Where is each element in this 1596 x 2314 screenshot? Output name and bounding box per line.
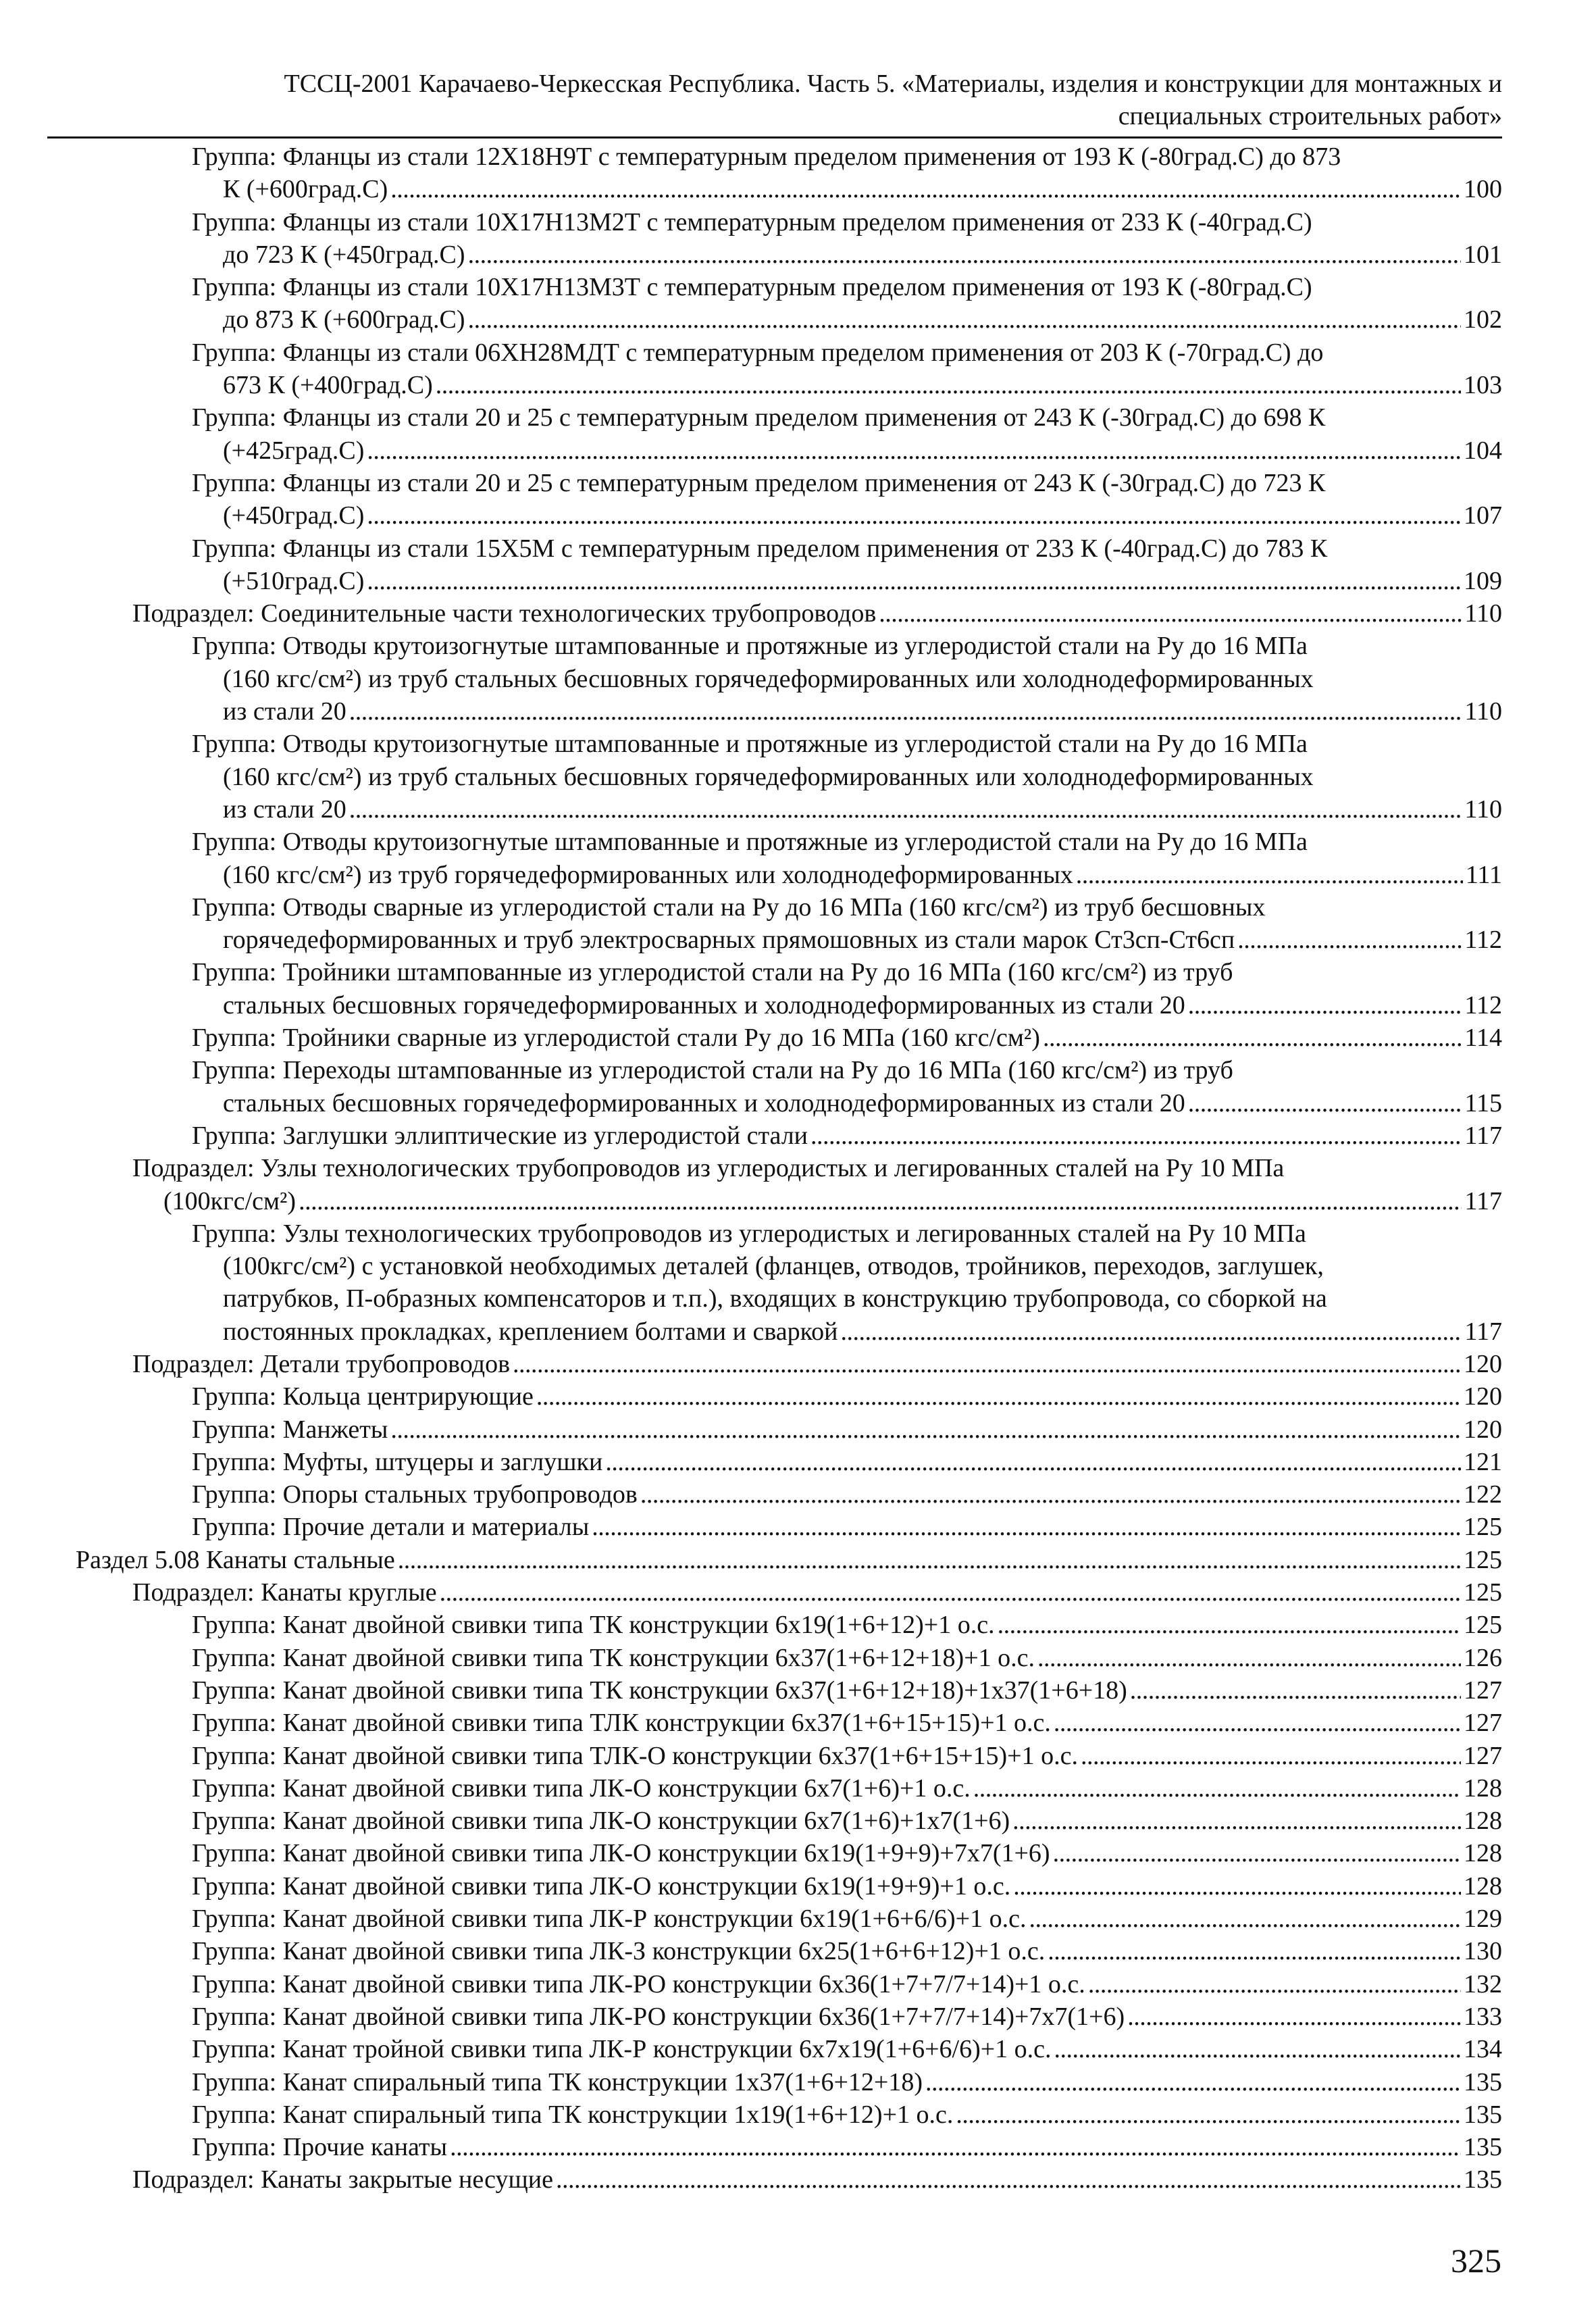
toc-page-number: 114: [1464, 1024, 1502, 1053]
dot-leader: [998, 1609, 1461, 1641]
toc-entry-body: [192, 1022, 1502, 1054]
toc-entry-leader-row: [192, 1968, 1502, 2001]
toc-entry-line: Группа: Фланцы из стали 20 и 25 с температурным пределом применения от 243 К (-30град.С) до 698 К: [192, 403, 1326, 432]
toc-entry-title: Подраздел: Канаты закрытые несущие: [132, 2165, 554, 2194]
toc-entry: [0, 1511, 1596, 1543]
running-header: [101, 68, 1502, 132]
toc-entry-line: Группа: Фланцы из стали 10Х17Н13М3Т с температурным пределом применения от 193 К (-80град.С): [192, 273, 1312, 302]
toc-entry-title: (+425град.С): [223, 436, 365, 465]
dot-leader: [1088, 1968, 1461, 2001]
dot-leader: [1188, 1087, 1462, 1120]
dot-leader: [1013, 1870, 1461, 1903]
toc-entry-leader-row: [192, 1903, 1502, 1935]
toc-entry-leader-row: [132, 2163, 1502, 2196]
toc-entry-body: [192, 2066, 1502, 2098]
toc-entry-leader-row: [192, 1511, 1502, 1543]
toc-entry: [0, 956, 1596, 1022]
toc-entry-line: Подраздел: Узлы технологических трубопроводов из углеродистых и легированных сталей на Ру 10 МПа: [132, 1154, 1285, 1183]
toc-entry: [0, 1022, 1596, 1054]
toc-entry: [0, 1740, 1596, 1772]
toc-entry-line: Группа: Отводы крутоизогнутые штампованные и протяжные из углеродистой стали на Ру до 16 МПа: [192, 828, 1308, 857]
toc-entry-title: Группа: Канат двойной свивки типа ЛК-О конструкции 6х19(1+9+9)+1 о.с.: [192, 1871, 1011, 1901]
toc-entry: [0, 1674, 1596, 1707]
toc-entry-title: Подраздел: Канаты круглые: [132, 1578, 437, 1607]
dot-leader: [468, 303, 1461, 336]
toc-entry: [0, 1870, 1596, 1903]
toc-entry-body: [132, 597, 1502, 630]
toc-entry-leader-row: [223, 499, 1502, 532]
toc-entry-body: [192, 1968, 1502, 2001]
toc-page-number: 125: [1464, 1513, 1502, 1542]
toc-entry: [0, 1772, 1596, 1805]
toc-entry: [0, 532, 1596, 598]
dot-leader: [367, 565, 1461, 597]
toc-page-number: 120: [1464, 1349, 1502, 1378]
toc-page-number: 125: [1464, 1611, 1502, 1640]
toc-entry-leader-row: [132, 1576, 1502, 1609]
toc-entry-body: [192, 1935, 1502, 1967]
toc-entry-title: Группа: Канат двойной свивки типа ЛК-З конструкции 6х25(1+6+6+12)+1 о.с.: [192, 1937, 1046, 1966]
toc-entry-leader-row: [192, 1674, 1502, 1707]
dot-leader: [349, 793, 1462, 826]
toc-entry-title: 673 К (+400град.С): [223, 371, 433, 400]
toc-entry-title: до 723 К (+450град.С): [223, 240, 465, 269]
toc-entry-leader-row: [223, 173, 1502, 205]
toc-entry-body: [192, 1837, 1502, 1869]
toc-entry-title: Группа: Муфты, штуцеры и заглушки: [192, 1447, 603, 1476]
toc-entry: [0, 1609, 1596, 1641]
toc-page-number: 135: [1464, 2165, 1502, 2194]
dot-leader: [436, 369, 1461, 401]
toc-page-number: 129: [1464, 1905, 1502, 1934]
toc-entry-body: [192, 1707, 1502, 1739]
toc-page-number: 104: [1464, 436, 1502, 465]
dot-leader: [592, 1511, 1461, 1543]
toc-entry: [0, 1837, 1596, 1869]
toc-page-number: 135: [1464, 2133, 1502, 2162]
header-rule: [47, 136, 1502, 139]
dot-leader: [556, 2163, 1461, 2196]
toc-entry: [0, 1805, 1596, 1837]
toc-page-number: 115: [1464, 1088, 1502, 1117]
toc-entry-line: Группа: Тройники штампованные из углеродистой стали на Ру до 16 МПа (160 кгс/см²) из труб: [192, 958, 1233, 987]
toc-entry-leader-row: [223, 989, 1502, 1022]
dot-leader: [879, 597, 1462, 630]
toc-entry-body: [192, 141, 1502, 206]
toc-page-number: 112: [1464, 990, 1502, 1020]
toc-entry: [0, 1707, 1596, 1739]
toc-page-number: 134: [1464, 2035, 1502, 2064]
toc-entry-line: Группа: Фланцы из стали 10Х17Н13М2Т с температурным пределом применения от 233 К (-40град.С): [192, 207, 1312, 236]
toc-entry-body: [192, 401, 1502, 467]
toc-entry: [0, 336, 1596, 402]
toc-entry-body: [192, 1674, 1502, 1707]
toc-entry-title: из стали 20: [223, 697, 346, 726]
toc-entry-title: Группа: Прочие канаты: [192, 2133, 448, 2162]
toc-entry-body: [192, 1642, 1502, 1674]
toc-page-number: 135: [1464, 2100, 1502, 2129]
toc-entry-title: Подраздел: Детали трубопроводов: [132, 1349, 511, 1378]
toc-entry-body: [192, 1120, 1502, 1152]
toc-entry-line: Группа: Переходы штампованные из углеродистой стали на Ру до 16 МПа (160 кгс/см²) из труб: [192, 1056, 1233, 1085]
toc-entry: [0, 1446, 1596, 1478]
dot-leader: [450, 2131, 1461, 2163]
toc-entry-leader-row: [192, 1870, 1502, 1903]
toc-page-number: 125: [1464, 1545, 1502, 1574]
toc-entry: [0, 1380, 1596, 1413]
toc-entry: [0, 401, 1596, 467]
toc-entry-title: Группа: Заглушки эллиптические из углеродистой стали: [192, 1121, 808, 1150]
toc-entry-body: [132, 2163, 1502, 2196]
dot-leader: [956, 2098, 1461, 2131]
toc-entry: [0, 1152, 1596, 1217]
dot-leader: [398, 1544, 1461, 1576]
toc-entry-leader-row: [223, 695, 1502, 728]
toc-entry-body: [192, 2001, 1502, 2033]
toc-entry: [0, 891, 1596, 957]
toc-entry-leader-row: [192, 1022, 1502, 1054]
header-line-2: специальных строительных работ»: [1118, 102, 1502, 130]
toc-page-number: 110: [1464, 697, 1502, 726]
toc-page-number: 110: [1464, 599, 1502, 628]
dot-leader: [605, 1446, 1461, 1478]
dot-leader: [513, 1348, 1461, 1380]
toc-entry-title: (160 кгс/см²) из труб горячедеформированных или холоднодеформированных: [223, 860, 1073, 889]
dot-leader: [367, 499, 1461, 532]
toc-entry-title: Группа: Канат двойной свивки типа ТЛК конструкции 6х37(1+6+15+15)+1 о.с.: [192, 1709, 1051, 1738]
toc-entry-leader-row: [192, 1740, 1502, 1772]
toc-entry-body: [192, 1870, 1502, 1903]
toc-entry-body: [192, 826, 1502, 891]
toc-entry-leader-row: [223, 793, 1502, 826]
toc-entry-leader-row: [192, 1380, 1502, 1413]
dot-leader: [349, 695, 1462, 728]
toc-entry: [0, 2033, 1596, 2065]
toc-entry: [0, 1348, 1596, 1380]
toc-entry-leader-row: [192, 1478, 1502, 1511]
toc-entry-line: Группа: Фланцы из стали 12Х18Н9Т с температурным пределом применения от 193 К (-80град.С) до 873: [192, 143, 1341, 171]
toc-page-number: 102: [1464, 305, 1502, 334]
toc-entry-leader-row: [223, 924, 1502, 956]
toc-entry-title: Группа: Опоры стальных трубопроводов: [192, 1480, 638, 1509]
toc-entry-leader-row: [223, 238, 1502, 271]
toc-entry-leader-row: [192, 1805, 1502, 1837]
dot-leader: [440, 1576, 1461, 1609]
toc-page-number: 135: [1464, 2067, 1502, 2096]
toc-entry-line: Группа: Отводы крутоизогнутые штампованные и протяжные из углеродистой стали на Ру до 16 МПа: [192, 730, 1308, 759]
toc-entry-leader-row: [223, 434, 1502, 467]
dot-leader: [1054, 1707, 1461, 1739]
toc-page-number: 121: [1464, 1447, 1502, 1476]
header-line-1: ТССЦ-2001 Карачаево-Черкесская Республика. Часть 5. «Материалы, изделия и конструкции для монтажных и: [284, 70, 1502, 98]
toc-entry-line: Группа: Фланцы из стали 06ХН28МДТ с температурным пределом применения от 203 К (-70град.С) до: [192, 338, 1324, 367]
toc-entry-leader-row: [192, 1120, 1502, 1152]
toc-page-number: 132: [1464, 1969, 1502, 1998]
toc-entry-body: [76, 1544, 1502, 1576]
dot-leader: [640, 1478, 1461, 1511]
toc-entry-title: К (+600град.С): [223, 175, 388, 204]
toc-entry-leader-row: [192, 1935, 1502, 1967]
toc-page-number: 128: [1464, 1774, 1502, 1803]
toc-page-number: 126: [1464, 1643, 1502, 1672]
toc-entry-leader-row: [192, 2066, 1502, 2098]
toc-entry-title: Группа: Канат двойной свивки типа ЛК-О конструкции 6х7(1+6)+1х7(1+6): [192, 1807, 1010, 1836]
toc-entry-leader-row: [192, 1413, 1502, 1446]
toc-entry-leader-row: [163, 1185, 1502, 1217]
toc-entry-body: [192, 1511, 1502, 1543]
dot-leader: [1012, 1805, 1461, 1837]
toc-entry-body: [192, 336, 1502, 402]
toc-entry-leader-row: [223, 565, 1502, 597]
toc-entry-leader-row: [223, 303, 1502, 336]
dot-leader: [1130, 1674, 1461, 1707]
toc-entry-line: Группа: Отводы сварные из углеродистой стали на Ру до 16 МПа (160 кгс/см²) из труб бесшовных: [192, 892, 1266, 922]
toc-page-number: 117: [1464, 1317, 1502, 1346]
toc-entry: [0, 1054, 1596, 1120]
dot-leader: [1127, 2001, 1461, 2033]
toc-entry-leader-row: [192, 2131, 1502, 2163]
toc-entry-body: [192, 1772, 1502, 1805]
dot-leader: [299, 1185, 1462, 1217]
dot-leader: [536, 1380, 1461, 1413]
dot-leader: [367, 434, 1461, 467]
toc-entry-title: Группа: Канат двойной свивки типа ТК конструкции 6х37(1+6+12+18)+1 о.с.: [192, 1643, 1035, 1672]
toc-entry: [0, 826, 1596, 891]
dot-leader: [390, 1413, 1461, 1446]
dot-leader: [1188, 989, 1462, 1022]
toc-entry-body: [192, 2131, 1502, 2163]
toc-entry: [0, 271, 1596, 336]
toc-entry-title: (100кгс/см²): [163, 1186, 297, 1215]
toc-entry-title: Группа: Тройники сварные из углеродистой стали Ру до 16 МПа (160 кгс/см²): [192, 1024, 1040, 1053]
toc-page-number: 101: [1464, 240, 1502, 269]
toc-entry-leader-row: [132, 597, 1502, 630]
toc-entry-body: [192, 271, 1502, 336]
dot-leader: [1053, 1837, 1461, 1869]
toc-entry-line: (160 кгс/см²) из труб стальных бесшовных горячедеформированных или холоднодеформированных: [223, 762, 1314, 791]
toc-page-number: 107: [1464, 501, 1502, 530]
toc-entry: [0, 728, 1596, 826]
toc-page-number: 125: [1464, 1578, 1502, 1607]
toc-entry-body: [132, 1152, 1502, 1217]
toc-page-number: 128: [1464, 1839, 1502, 1868]
toc-entry-title: Группа: Канат спиральный типа ТК конструкции 1х19(1+6+12)+1 о.с.: [192, 2100, 954, 2129]
toc-page-number: 122: [1464, 1480, 1502, 1509]
toc-entry-body: [192, 1805, 1502, 1837]
toc-entry: [0, 206, 1596, 272]
toc-entry: [0, 1217, 1596, 1348]
toc-entry-line: (160 кгс/см²) из труб стальных бесшовных горячедеформированных или холоднодеформированных: [223, 664, 1314, 693]
toc-entry-leader-row: [192, 1609, 1502, 1641]
toc-entry-body: [132, 1576, 1502, 1609]
toc-entry-leader-row: [223, 1315, 1502, 1348]
toc-entry-body: [192, 1380, 1502, 1413]
toc-entry-leader-row: [223, 369, 1502, 401]
dot-leader: [1081, 1740, 1461, 1772]
toc-entry-body: [192, 1054, 1502, 1120]
toc-page-number: 111: [1465, 860, 1502, 889]
toc-page-number: 127: [1464, 1709, 1502, 1738]
toc-entry-title: Группа: Кольца центрирующие: [192, 1382, 534, 1411]
toc-entry: [0, 1413, 1596, 1446]
toc-page-number: 103: [1464, 371, 1502, 400]
toc-entry-title: Группа: Канат двойной свивки типа ЛК-РО конструкции 6х36(1+7+7/7+14)+1 о.с.: [192, 1969, 1085, 1998]
toc-entry: [0, 467, 1596, 532]
toc-entry-body: [192, 1217, 1502, 1348]
page-number: 325: [1451, 2242, 1501, 2280]
toc-entry-title: до 873 К (+600град.С): [223, 305, 465, 334]
toc-entry-line: (100кгс/см²) с установкой необходимых деталей (фланцев, отводов, тройников, переходов, заглушек,: [223, 1252, 1324, 1281]
toc-entry-leader-row: [192, 1837, 1502, 1869]
dot-leader: [810, 1120, 1462, 1152]
toc-entry-line: Группа: Узлы технологических трубопроводов из углеродистых и легированных сталей на Ру 10 МПа: [192, 1219, 1306, 1248]
toc-entry-body: [132, 1348, 1502, 1380]
toc-entry-title: (+510град.С): [223, 566, 365, 595]
dot-leader: [1037, 1642, 1461, 1674]
toc-entry-body: [192, 467, 1502, 532]
toc-entry-leader-row: [223, 1087, 1502, 1120]
toc-entry: [0, 2131, 1596, 2163]
toc-entry: [0, 2098, 1596, 2131]
toc-entry-leader-row: [192, 2033, 1502, 2065]
toc-entry-body: [192, 1446, 1502, 1478]
dot-leader: [973, 1772, 1461, 1805]
toc-entry-leader-row: [223, 859, 1502, 891]
dot-leader: [1076, 859, 1463, 891]
toc-entry-title: Группа: Канат двойной свивки типа ЛК-О конструкции 6х19(1+9+9)+7х7(1+6): [192, 1839, 1050, 1868]
toc-entry: [0, 141, 1596, 206]
toc-entry: [0, 2001, 1596, 2033]
toc-entry: [0, 1903, 1596, 1935]
toc-entry: [0, 2066, 1596, 2098]
dot-leader: [468, 238, 1461, 271]
toc-entry-body: [192, 1740, 1502, 1772]
toc-entry-body: [192, 1413, 1502, 1446]
toc-entry-leader-row: [192, 1446, 1502, 1478]
toc-entry-body: [192, 206, 1502, 272]
toc-entry-line: Группа: Отводы крутоизогнутые штампованные и протяжные из углеродистой стали на Ру до 16 МПа: [192, 632, 1308, 661]
toc-entry-leader-row: [192, 1707, 1502, 1739]
toc-page-number: 117: [1464, 1186, 1502, 1215]
toc-entry: [0, 1120, 1596, 1152]
toc-entry: [0, 1642, 1596, 1674]
toc-entry-line: Группа: Фланцы из стали 15Х5М с температурным пределом применения от 233 К (-40град.С) до 783 К: [192, 534, 1328, 563]
dot-leader: [1029, 1903, 1461, 1935]
toc-entry-title: Группа: Канат спиральный типа ТК конструкции 1х37(1+6+12+18): [192, 2067, 923, 2096]
toc-entry-body: [192, 728, 1502, 826]
dot-leader: [1043, 1022, 1462, 1054]
toc-entry-title: постоянных прокладках, креплением болтами и сваркой: [223, 1317, 838, 1346]
toc-entry: [0, 1935, 1596, 1967]
toc-page-number: 120: [1464, 1415, 1502, 1444]
toc-entry-title: горячедеформированных и труб электросварных прямошовных из стали марок Ст3сп-Ст6сп: [223, 926, 1235, 955]
toc-entry-line: патрубков, П-образных компенсаторов и т.п.), входящих в конструкцию трубопровода, со сборкой на: [223, 1284, 1327, 1313]
toc-entry-title: из стали 20: [223, 795, 346, 824]
toc-page-number: 127: [1464, 1676, 1502, 1705]
toc-entry-title: Подраздел: Соединительные части технологических трубопроводов: [132, 599, 877, 628]
toc-entry-leader-row: [192, 1642, 1502, 1674]
toc-page-number: 100: [1464, 175, 1502, 204]
toc-entry: [0, 630, 1596, 728]
toc-entry-body: [192, 1609, 1502, 1641]
toc-entry-leader-row: [192, 1772, 1502, 1805]
toc-entry-body: [192, 1903, 1502, 1935]
toc-entry-body: [192, 532, 1502, 598]
dot-leader: [1048, 1935, 1461, 1967]
toc-page-number: 127: [1464, 1741, 1502, 1770]
toc-entry-leader-row: [192, 2001, 1502, 2033]
toc-entry-title: Группа: Манжеты: [192, 1415, 388, 1444]
toc-entry: [0, 597, 1596, 630]
toc-entry-leader-row: [192, 2098, 1502, 2131]
toc-entry: [0, 1576, 1596, 1609]
toc-entry-title: Группа: Канат двойной свивки типа ЛК-РО конструкции 6х36(1+7+7/7+14)+7х7(1+6): [192, 2002, 1125, 2031]
toc-entry: [0, 1968, 1596, 2001]
toc-entry-body: [192, 956, 1502, 1022]
toc-entry-title: (+450град.С): [223, 501, 365, 530]
dot-leader: [1054, 2033, 1461, 2065]
toc-entry-body: [192, 1478, 1502, 1511]
toc-entry-title: Группа: Канат двойной свивки типа ТК конструкции 6х37(1+6+12+18)+1х37(1+6+18): [192, 1676, 1127, 1705]
toc-page-number: 128: [1464, 1807, 1502, 1836]
toc-page-number: 128: [1464, 1871, 1502, 1901]
toc-entry: [0, 2163, 1596, 2196]
table-of-contents: [0, 141, 1596, 2196]
toc-entry-body: [192, 2033, 1502, 2065]
toc-entry-title: Группа: Канат двойной свивки типа ТЛК-О конструкции 6х37(1+6+15+15)+1 о.с.: [192, 1741, 1078, 1770]
toc-page-number: 109: [1464, 566, 1502, 595]
toc-page-number: 130: [1464, 1937, 1502, 1966]
toc-entry-body: [192, 2098, 1502, 2131]
dot-leader: [925, 2066, 1461, 2098]
toc-entry-title: Группа: Канат двойной свивки типа ЛК-Р конструкции 6х19(1+6+6/6)+1 о.с.: [192, 1905, 1027, 1934]
toc-page-number: 112: [1464, 926, 1502, 955]
toc-entry-title: Раздел 5.08 Канаты стальные: [76, 1545, 395, 1574]
toc-entry-title: стальных бесшовных горячедеформированных и холоднодеформированных из стали 20: [223, 990, 1185, 1020]
toc-entry-line: Группа: Фланцы из стали 20 и 25 с температурным пределом применения от 243 К (-30град.С) до 723 К: [192, 468, 1326, 497]
toc-entry-body: [192, 630, 1502, 728]
toc-page-number: 120: [1464, 1382, 1502, 1411]
toc-entry-title: Группа: Канат двойной свивки типа ТК конструкции 6х19(1+6+12)+1 о.с.: [192, 1611, 995, 1640]
toc-page-number: 117: [1464, 1121, 1502, 1150]
toc-entry-title: стальных бесшовных горячедеформированных и холоднодеформированных из стали 20: [223, 1088, 1185, 1117]
toc-entry-leader-row: [132, 1348, 1502, 1380]
dot-leader: [841, 1315, 1462, 1348]
toc-entry-title: Группа: Канат тройной свивки типа ЛК-Р конструкции 6х7х19(1+6+6/6)+1 о.с.: [192, 2035, 1052, 2064]
toc-entry-title: Группа: Прочие детали и материалы: [192, 1513, 590, 1542]
dot-leader: [1237, 924, 1462, 956]
toc-page-number: 110: [1464, 795, 1502, 824]
toc-entry-title: Группа: Канат двойной свивки типа ЛК-О конструкции 6х7(1+6)+1 о.с.: [192, 1774, 971, 1803]
toc-entry: [0, 1544, 1596, 1576]
toc-entry-body: [192, 891, 1502, 957]
toc-entry-leader-row: [76, 1544, 1502, 1576]
toc-entry: [0, 1478, 1596, 1511]
toc-page-number: 133: [1464, 2002, 1502, 2031]
dot-leader: [390, 173, 1461, 205]
